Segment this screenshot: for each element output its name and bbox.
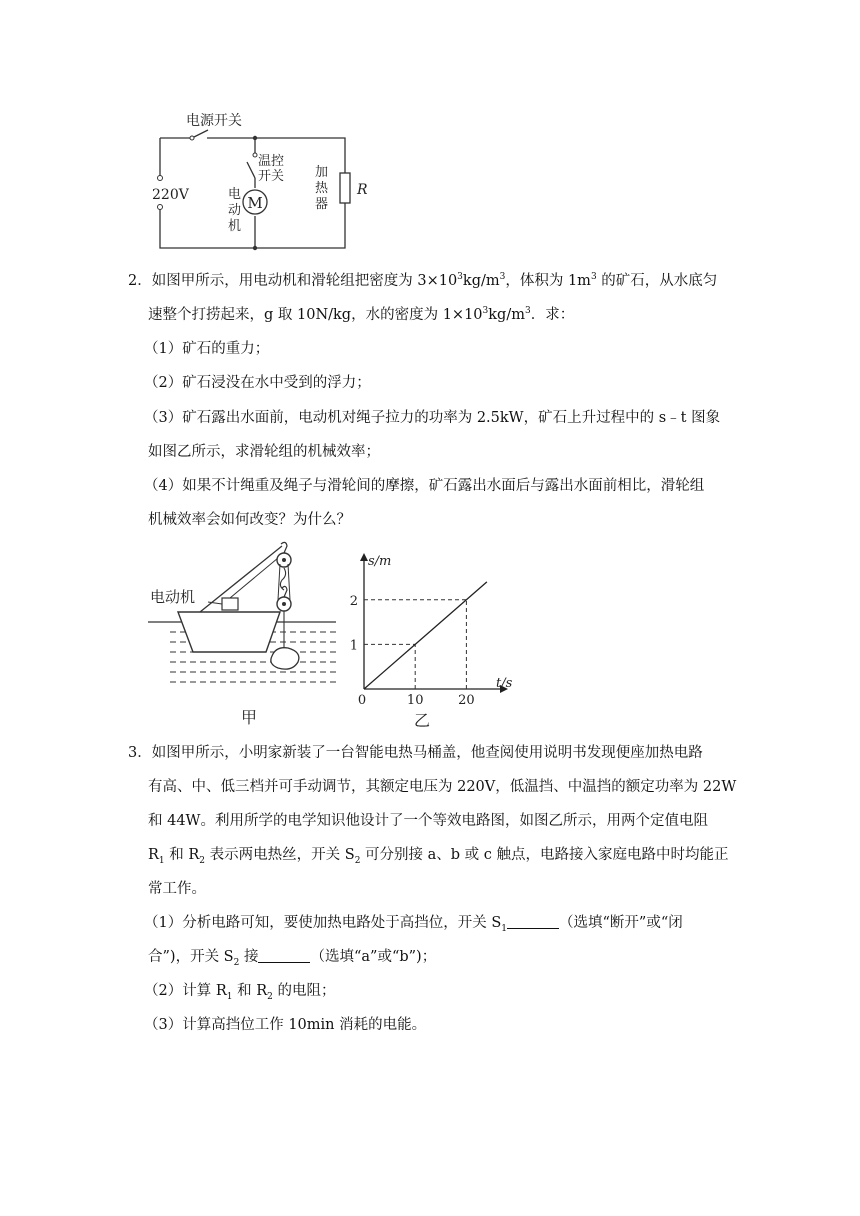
heater-label-char: 热 (315, 181, 329, 196)
y-tick-label: 2 (349, 593, 358, 609)
circuit-diagram (150, 108, 370, 258)
motor-label-char: 电 (228, 187, 242, 202)
y-axis-arrow (360, 553, 368, 561)
x-tick-label: 20 (458, 693, 475, 708)
fig-b-caption: 乙 (414, 711, 431, 730)
q3-sub-1-line-2: 合”)，开关 $S_2$ 接 （选填“a”或“b”)； (148, 949, 437, 968)
heater-label-char: 器 (315, 197, 329, 212)
boat-icon (178, 612, 280, 652)
y-tick-label: 1 (349, 638, 358, 654)
answer-blank-s2[interactable] (258, 948, 310, 963)
x-axis-label: t/s (496, 676, 513, 691)
q3-stem-line-2: 有高、中、低三档并可手动调节，其额定电压为 220V，低温挡、中温挡的额定功率为 22W (148, 779, 737, 795)
q3-number: 3． (128, 745, 152, 761)
answer-blank-s1[interactable] (507, 914, 559, 929)
q3-stem-line-3: 和 44W。利用所学的电学知识他设计了一个等效电路图，如图乙所示，用两个定值电阻 (148, 813, 708, 829)
resistor-label: R (357, 182, 368, 198)
thermo-switch-label-1: 温控 (258, 154, 285, 169)
q2-sub-4-line-1: （4）如果不计绳重及绳子与滑轮间的摩擦，矿石露出水面后与露出水面前相比，滑轮组 (144, 478, 705, 494)
motor-label-char: 机 (228, 219, 242, 234)
motor-symbol: M (247, 194, 263, 212)
ore-rock-icon (271, 648, 299, 669)
q3-sub-3: （3）计算高挡位工作 10min 消耗的电能。 (144, 1017, 427, 1033)
pulley-figure (148, 540, 338, 730)
q3-sub-2: （2）计算 $R_1$ 和 $R_2$ 的电阻； (144, 983, 336, 1002)
origin-label: 0 (357, 693, 367, 708)
q3-stem-line-5: 常工作。 (148, 881, 206, 897)
q2-stem-line-1: 2．如图甲所示，用电动机和滑轮组把密度为 $3\times 10^3kg/m^3$，体积为 $1m^3$ 的矿石，从水底匀 (128, 272, 718, 289)
thermo-switch-label-2: 开关 (258, 169, 285, 184)
motor-label: 电动机 (150, 588, 196, 606)
power-switch-lever (194, 130, 208, 137)
q2-stem-line-2: 速整个打捞起来，g 取 10N/kg，水的密度为 $1\times 10^3kg/m^3$．求： (148, 306, 575, 323)
q2-sub-3-line-1: （3）矿石露出水面前，电动机对绳子拉力的功率为 2.5kW，矿石上升过程中的 s﹣t 图象 (144, 410, 721, 426)
thermo-switch-lever (247, 162, 255, 178)
x-tick-label: 10 (406, 693, 424, 708)
motor-box-icon (222, 598, 238, 610)
q2-sub-2: （2）矿石浸没在水中受到的浮力； (144, 375, 371, 391)
q2-sub-3-line-2: 如图乙所示，求滑轮组的机械效率； (148, 444, 380, 460)
q2-sub-1: （1）矿石的重力； (144, 341, 270, 357)
st-graph (346, 552, 516, 737)
q2-sub-4-line-2: 机械效率会如何改变？为什么？ (148, 512, 351, 528)
q2-number: 2． (128, 273, 152, 289)
fig-a-caption: 甲 (241, 708, 258, 727)
power-switch-label: 电源开关 (186, 113, 242, 129)
y-axis-label: s/m (368, 554, 392, 569)
voltage-label: 220V (152, 187, 189, 203)
motor-label-char: 动 (228, 203, 242, 218)
q3-stem-line-1: 3．如图甲所示，小明家新装了一台智能电热马桶盖，他查阅使用说明书发现便座加热电路 (128, 745, 703, 761)
heater-label-char: 加 (315, 165, 329, 180)
q3-sub-1-line-1: （1）分析电路可知，要使加热电路处于高挡位，开关 $S_1$ （选填“断开”或“闭 (144, 915, 683, 934)
resistor-icon (340, 173, 350, 203)
q3-stem-line-4: $R_1$ 和 $R_2$ 表示两电热丝，开关 $S_2$ 可分别接 a、b 或 c 触点，电路接入家庭电路中时均能正 (148, 847, 729, 866)
series-line (364, 582, 487, 689)
